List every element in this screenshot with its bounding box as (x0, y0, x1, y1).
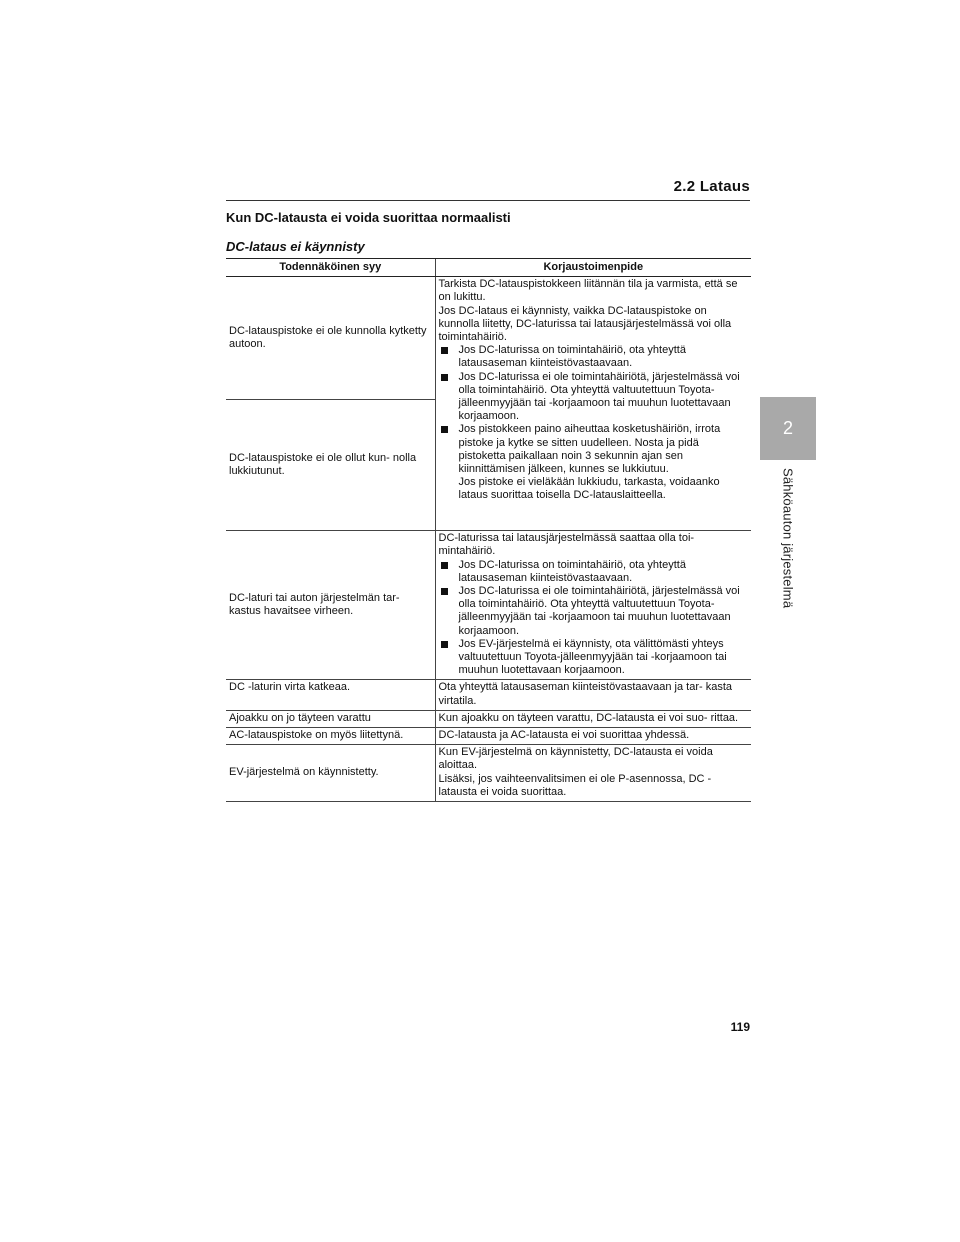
cause-cell (226, 745, 435, 802)
chapter-label: Sähköauton järjestelmä (780, 468, 796, 609)
remedy-paragraph: Jos pistoke ei vieläkään lukkiudu, tarkasta, voidaanko lataus suorittaa toisella DC-latauslaitteella. (458, 476, 720, 502)
remedy-bullet: Jos DC-laturissa on toimintahäiriö, ota yhteyttä latausaseman kiinteistövastaavaan. (439, 559, 749, 585)
bullet-square-icon (441, 347, 448, 354)
cause-text: AC-latauspistoke on myös liitettynä. (229, 729, 404, 742)
table-row (226, 531, 751, 680)
table-row (226, 277, 751, 400)
cause-text: DC-latauspistoke ei ole kunnolla kytketty autoon. (229, 324, 427, 350)
header-cause: Todennäköinen syy (226, 259, 435, 277)
table-row (226, 728, 751, 745)
table-subheading: DC-lataus ei käynnisty (226, 239, 365, 254)
remedy-paragraph: Kun ajoakku on täyteen varattu, DC-latausta ei voi suo- rittaa. (438, 711, 739, 724)
remedy-bullet: Jos EV-järjestelmä ei käynnisty, ota välittömästi yhteys valtuutettuun Toyota-jälleenmyyjään tai -korjaamoon tai muuhun luotettavaan korjaamoon. (439, 638, 749, 678)
bullet-square-icon (441, 426, 448, 433)
remedy-paragraph: Tarkista DC-latauspistokkeen liitännän tila ja varmista, että se on lukittu. (438, 278, 738, 304)
cause-cell (226, 277, 435, 400)
cause-text: Ajoakku on jo täyteen varattu (229, 711, 371, 724)
bullet-square-icon (441, 641, 448, 648)
remedy-paragraph: Lisäksi, jos vaihteenvalitsimen ei ole P-asennossa, DC -latausta ei voida suorittaa. (438, 772, 712, 798)
page-heading: Kun DC-latausta ei voida suorittaa normaalisti (226, 210, 511, 225)
remedy-bullet: Jos pistokkeen paino aiheuttaa kosketushäiriön, irrota pistoke ja kytke se sitten uudelleen. Nosta ja pidä pistoketta paikallaan noin 3 sekunnin ajan sen kiinnittämisen jälkeen, kunnes se lukkiutuu. (439, 423, 749, 476)
section-title: 2.2 Lataus (673, 178, 750, 195)
troubleshooting-table (226, 258, 751, 802)
remedy-paragraph: Jos DC-lataus ei käynnisty, vaikka DC-latauspistoke on kunnolla liitetty, DC-laturissa tai latausjärjestelmässä voi olla toimintahäiriö. (438, 304, 732, 344)
remedy-paragraph: Ota yhteyttä latausaseman kiinteistövastaavaan ja tar- kasta virtatila. (438, 681, 732, 707)
remedy-cell (435, 728, 751, 745)
cause-cell (226, 400, 435, 531)
cause-cell (226, 680, 435, 710)
header-remedy: Korjaustoimenpide (435, 259, 751, 277)
chapter-number: 2 (782, 418, 793, 438)
table-header-row (226, 259, 751, 277)
remedy-bullet: Jos DC-laturissa ei ole toimintahäiriötä, järjestelmässä voi olla toimintahäiriö. Ota yhteyttä valtuutettuun Toyota-jälleenmyyjään tai -korjaamoon tai muuhun luotettavaan korjaamoon. (439, 371, 749, 424)
cause-cell (226, 531, 435, 680)
bullet-square-icon (441, 562, 448, 569)
remedy-bullet: Jos DC-laturissa on toimintahäiriö, ota yhteyttä latausaseman kiinteistövastaavaan. (439, 344, 749, 370)
table-row (226, 680, 751, 710)
remedy-cell (435, 277, 751, 531)
cause-text: EV-järjestelmä on käynnistetty. (229, 766, 379, 779)
remedy-cell (435, 710, 751, 727)
remedy-bullet: Jos DC-laturissa ei ole toimintahäiriötä, järjestelmässä voi olla toimintahäiriö. Ota yhteyttä valtuutettuun Toyota-jälleenmyyjään tai -korjaamoon tai muuhun luotettavaan korjaamoon. (439, 585, 749, 638)
table-row (226, 710, 751, 727)
cause-text: DC-latauspistoke ei ole ollut kun- nolla lukkiutunut. (229, 451, 417, 477)
table-row (226, 745, 751, 802)
remedy-paragraph: Kun EV-järjestelmä on käynnistetty, DC-latausta ei voida aloittaa. (438, 746, 713, 772)
section-header (226, 178, 750, 201)
remedy-cell (435, 531, 751, 680)
page-number: 119 (730, 1020, 750, 1034)
cause-text: DC -laturin virta katkeaa. (229, 681, 351, 694)
chapter-tab (760, 397, 816, 460)
cause-cell (226, 710, 435, 727)
remedy-paragraph: DC-latausta ja AC-latausta ei voi suorittaa yhdessä. (438, 729, 690, 742)
cause-cell (226, 728, 435, 745)
bullet-square-icon (441, 588, 448, 595)
remedy-cell (435, 745, 751, 802)
cause-text: DC-laturi tai auton järjestelmän tar- kastus havaitsee virheen. (229, 591, 400, 617)
remedy-cell (435, 680, 751, 710)
bullet-square-icon (441, 374, 448, 381)
remedy-paragraph: DC-laturissa tai latausjärjestelmässä saattaa olla toi- mintahäiriö. (438, 532, 695, 558)
